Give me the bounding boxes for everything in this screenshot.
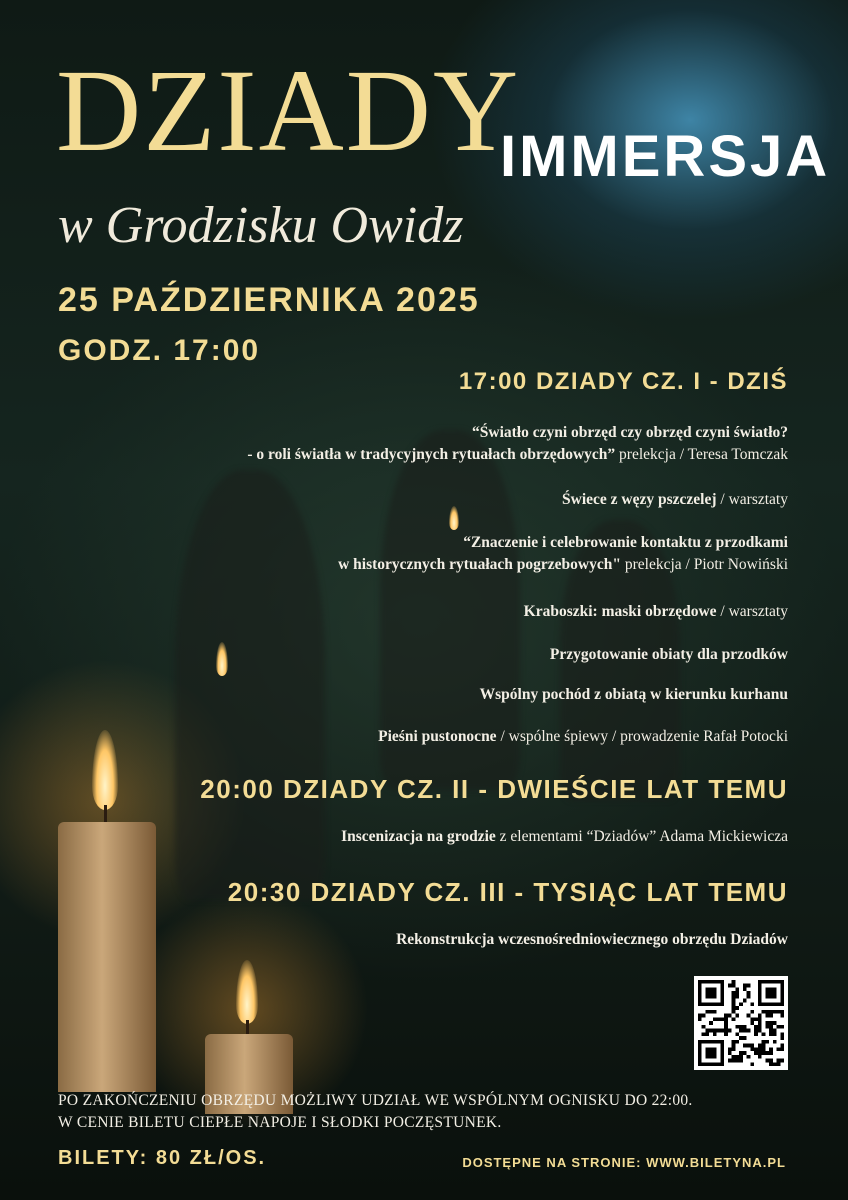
event-date: 25 PAŹDZIERNIKA 2025: [58, 281, 480, 319]
event-badge: IMMERSJA: [500, 124, 831, 189]
ticket-price: BILETY: 80 ZŁ/OS.: [58, 1147, 267, 1169]
event-title: DZIADY: [56, 45, 521, 176]
footer-note-line: PO ZAKOŃCZENIU OBRZĘDU MOŻLIWY UDZIAŁ WE WSPÓLNYM OGNISKU DO 22:00.: [58, 1092, 693, 1109]
list-item: Inscenizacja na grodzie z elementami “Dziadów” Adama Mickiewicza: [341, 828, 788, 845]
event-location: w Grodzisku Owidz: [58, 197, 464, 254]
section-heading: 20:30 DZIADY CZ. III - TYSIĄC LAT TEMU: [227, 877, 788, 907]
program-part-2: [200, 776, 788, 802]
list-item: Świece z węzy pszczelej / warsztaty: [562, 491, 788, 508]
hooded-figure-left: [175, 470, 325, 900]
footer-note: [58, 1090, 693, 1134]
list-item: Rekonstrukcja wczesnośredniowiecznego obrzędu Dziadów: [396, 931, 788, 948]
qr-code-icon[interactable]: [694, 976, 788, 1070]
list-item: - o roli światła w tradycyjnych rytuałach obrzędowych” prelekcja / Teresa Tomczak: [247, 446, 788, 463]
event-time: GODZ. 17:00: [58, 334, 261, 367]
list-item: Przygotowanie obiaty dla przodków: [549, 646, 788, 663]
list-item: Kraboszki: maski obrzędowe / warsztaty: [523, 603, 788, 620]
section-heading: 17:00 DZIADY CZ. I - DZIŚ: [458, 368, 788, 395]
list-item: “Znaczenie i celebrowanie kontaktu z przodkami w historycznych rytuałach pogrzebowych" prelekcja / Piotr Nowiński: [338, 534, 788, 573]
footer-note-line: W CENIE BILETU CIEPŁE NAPOJE I SŁODKI POCZĘSTUNEK.: [58, 1114, 502, 1131]
list-item: “Światło czyni obrzęd czy obrzęd czyni światło?: [472, 424, 788, 441]
program-items-part-1: [247, 422, 788, 466]
list-item: Pieśni pustonocne / wspólne śpiewy / prowadzenie Rafał Potocki: [378, 728, 788, 745]
list-item: Wspólny pochód z obiatą w kierunku kurhanu: [479, 686, 788, 703]
program-part-3: [228, 879, 788, 905]
ticket-website-link[interactable]: DOSTĘPNE NA STRONIE: WWW.BILETYNA.PL: [462, 1155, 786, 1170]
section-heading: 20:00 DZIADY CZ. II - DWIEŚCIE LAT TEMU: [200, 774, 788, 804]
program-part-1: [459, 370, 788, 394]
